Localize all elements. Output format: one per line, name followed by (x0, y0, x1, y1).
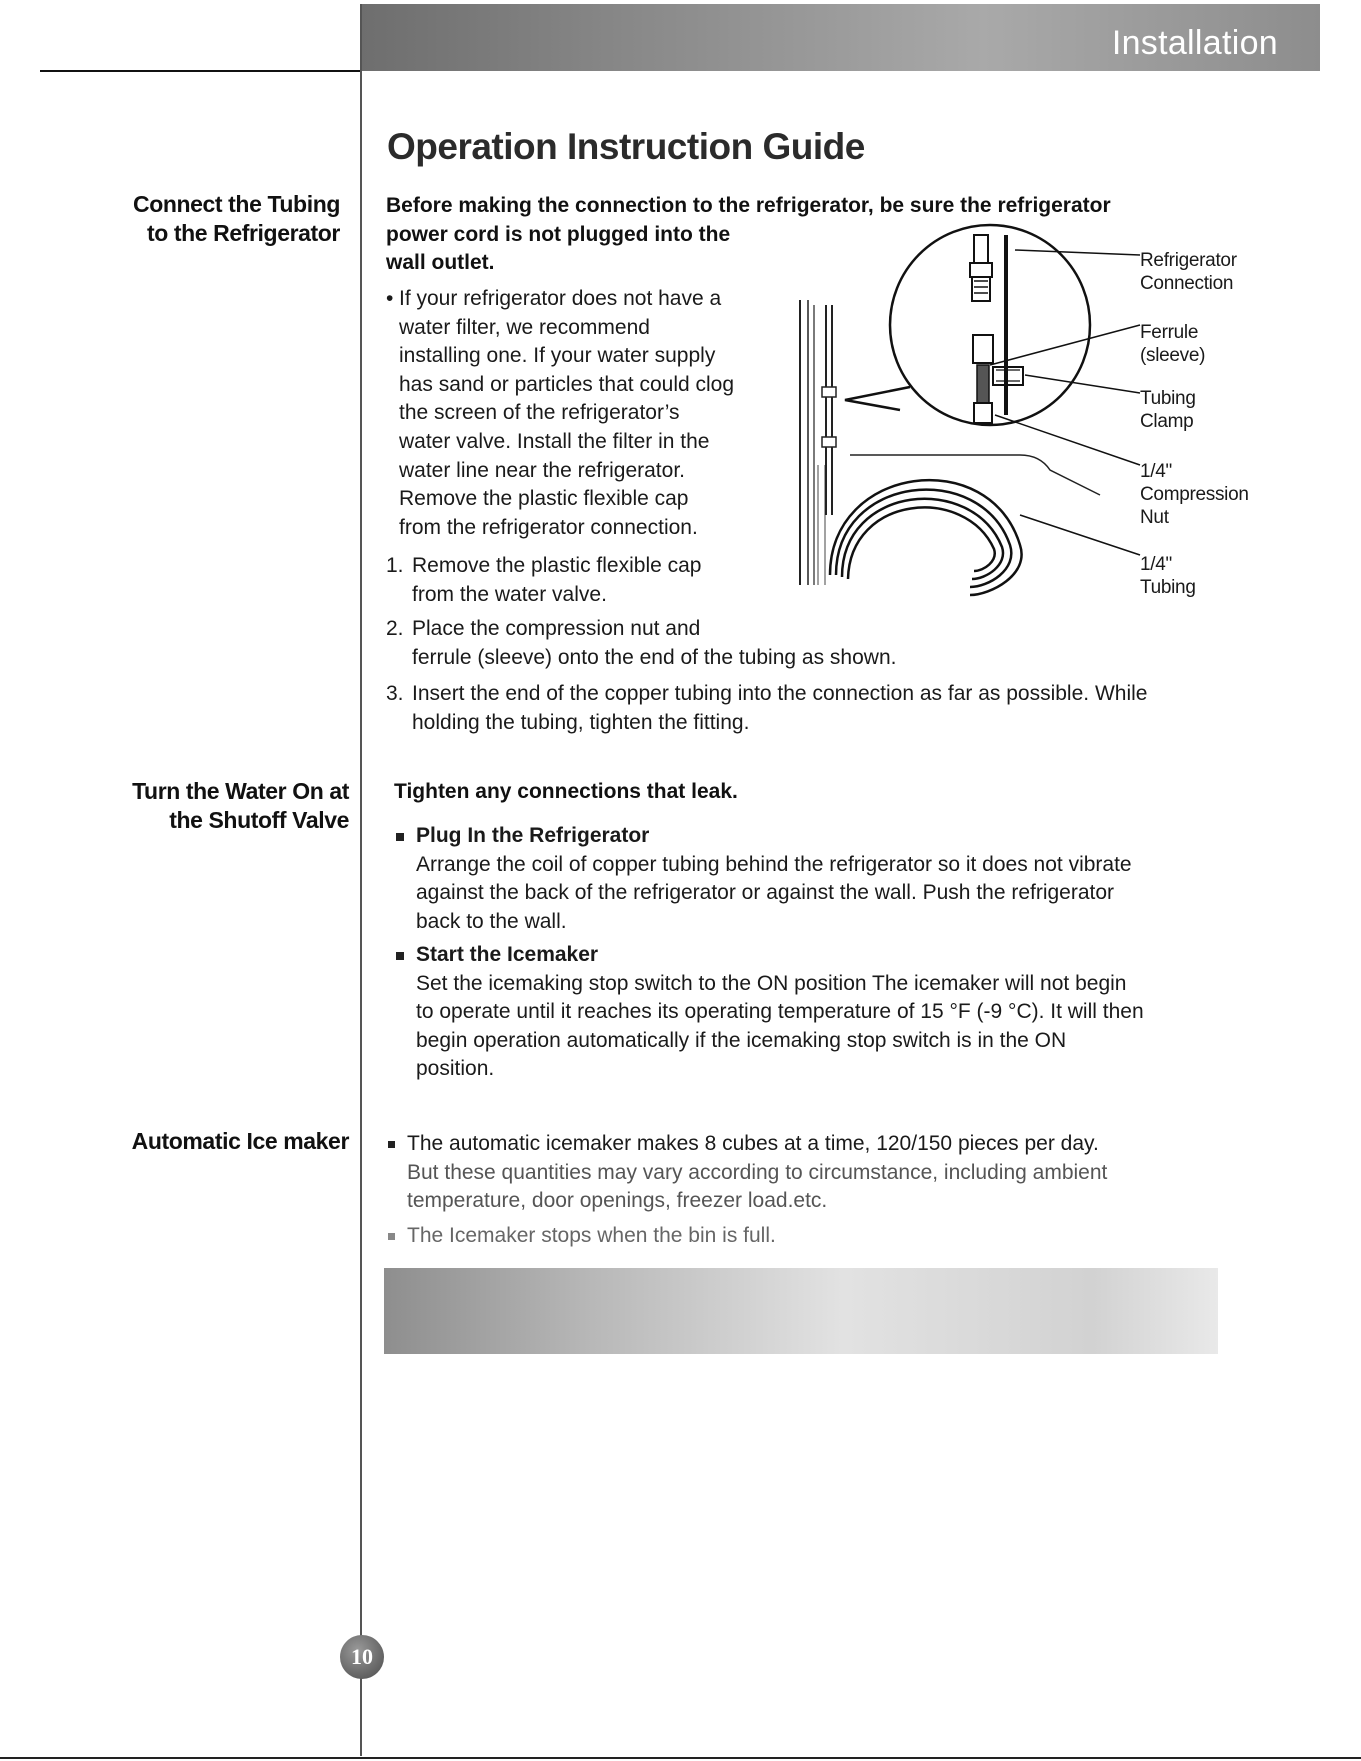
water-filter-note (386, 285, 786, 542)
bullet-dot-icon: • (386, 287, 394, 310)
square-bullet-icon (388, 1233, 395, 1240)
label-line: Tubing (1140, 388, 1196, 409)
side-heading-water-on (49, 777, 349, 835)
label-line: 1/4" (1140, 461, 1172, 482)
capacity-line: The automatic icemaker makes 8 cubes at a time, 120/150 pieces per day. (407, 1132, 1099, 1155)
label-line: Connection (1140, 273, 1234, 294)
side-heading-connect-tubing (40, 190, 340, 248)
label-refrigerator-connection (1140, 249, 1237, 295)
step-number: 1. (386, 554, 404, 577)
label-line: 1/4" (1140, 554, 1172, 575)
side-heading-line: Connect the Tubing (132, 191, 340, 217)
start-line: begin operation automatically if the icemaking stop switch is in the ON (416, 1028, 1067, 1052)
plug-line: back to the wall. (416, 909, 567, 933)
section-header-band (360, 4, 1320, 71)
side-heading-line: Turn the Water On at (132, 778, 349, 804)
start-line: position. (416, 1057, 495, 1081)
label-line: Clamp (1140, 411, 1194, 432)
note-line: has sand or particles that could clog (399, 372, 735, 396)
step-item (386, 552, 766, 609)
label-line: Ferrule (1140, 322, 1199, 343)
note-line: the screen of the refrigerator’s (399, 401, 680, 425)
page-number-badge: 10 (340, 1635, 384, 1679)
stop-line: The Icemaker stops when the bin is full. (407, 1224, 776, 1247)
start-icemaker-heading: Start the Icemaker (416, 943, 599, 966)
label-compression-nut (1140, 460, 1249, 529)
plug-line: against the back of the refrigerator or against the wall. Push the refrigerator (416, 881, 1115, 905)
tubing-connection-diagram (790, 215, 1260, 600)
note-line: Remove the plastic flexible cap (399, 487, 689, 511)
step-item (386, 680, 1216, 737)
start-icemaker-item (394, 941, 1214, 1084)
step-line: Remove the plastic flexible cap (412, 554, 702, 577)
side-heading-line: to the Refrigerator (146, 220, 340, 246)
icemaker-stop-item (386, 1222, 1206, 1251)
grey-gradient-banner (384, 1268, 1218, 1354)
tighten-note: Tighten any connections that leak. (394, 780, 738, 803)
side-heading-ice-maker (49, 1127, 349, 1156)
capacity-line: But these quantities may vary according to circumstance, including ambient (407, 1160, 1108, 1184)
warning-line: wall outlet. (386, 251, 495, 275)
step-line: from the water valve. (412, 582, 607, 606)
step-line: Insert the end of the copper tubing into the connection as far as possible. While (412, 682, 1148, 705)
step-line: holding the tubing, tighten the fitting. (412, 710, 750, 734)
section-title: Installation (1111, 24, 1278, 62)
side-heading-line: Automatic Ice maker (131, 1128, 349, 1154)
label-tubing-clamp (1140, 387, 1196, 433)
label-line: Nut (1140, 507, 1169, 528)
note-line: water line near the refrigerator. (399, 458, 685, 482)
warning-line: power cord is not plugged into the (386, 222, 731, 246)
note-line: water valve. Install the filter in the (399, 429, 710, 453)
step-number: 3. (386, 682, 404, 705)
plug-in-heading: Plug In the Refrigerator (416, 824, 650, 847)
label-line: Tubing (1140, 577, 1196, 598)
note-line: from the refrigerator connection. (399, 515, 698, 539)
label-line: Compression (1140, 484, 1249, 505)
label-line: (sleeve) (1140, 345, 1206, 366)
step-number: 2. (386, 617, 404, 640)
step-item (386, 615, 1216, 672)
plug-in-item (394, 822, 1214, 936)
square-bullet-icon (388, 1141, 395, 1148)
note-line: installing one. If your water supply (399, 344, 716, 368)
side-heading-line: the Shutoff Valve (169, 807, 349, 833)
label-line: Refrigerator (1140, 250, 1237, 271)
plug-line: Arrange the coil of copper tubing behind the refrigerator so it does not vibrate (416, 852, 1132, 876)
capacity-line: temperature, door openings, freezer load.etc. (407, 1189, 828, 1213)
square-bullet-icon (396, 833, 404, 841)
label-tubing (1140, 553, 1196, 599)
icemaker-capacity-item (386, 1130, 1206, 1216)
start-line: Set the icemaking stop switch to the ON position The icemaker will not begin (416, 971, 1127, 995)
warning-line: Before making the connection to the refrigerator, be sure the refrigerator (386, 194, 1111, 217)
bottom-rule-divider (0, 1757, 1361, 1759)
step-line: ferrule (sleeve) onto the end of the tubing as shown. (412, 645, 897, 669)
top-rule-divider (40, 70, 362, 72)
step-line: Place the compression nut and (412, 617, 701, 640)
start-line: to operate until it reaches its operating temperature of 15 °F (-9 °C). It will then (416, 1000, 1144, 1024)
note-line: If your refrigerator does not have a (399, 287, 722, 310)
page-title: Operation Instruction Guide (387, 126, 865, 167)
label-ferrule (1140, 321, 1205, 367)
square-bullet-icon (396, 952, 404, 960)
note-line: water filter, we recommend (399, 315, 650, 339)
vertical-rule-divider (360, 4, 362, 1756)
